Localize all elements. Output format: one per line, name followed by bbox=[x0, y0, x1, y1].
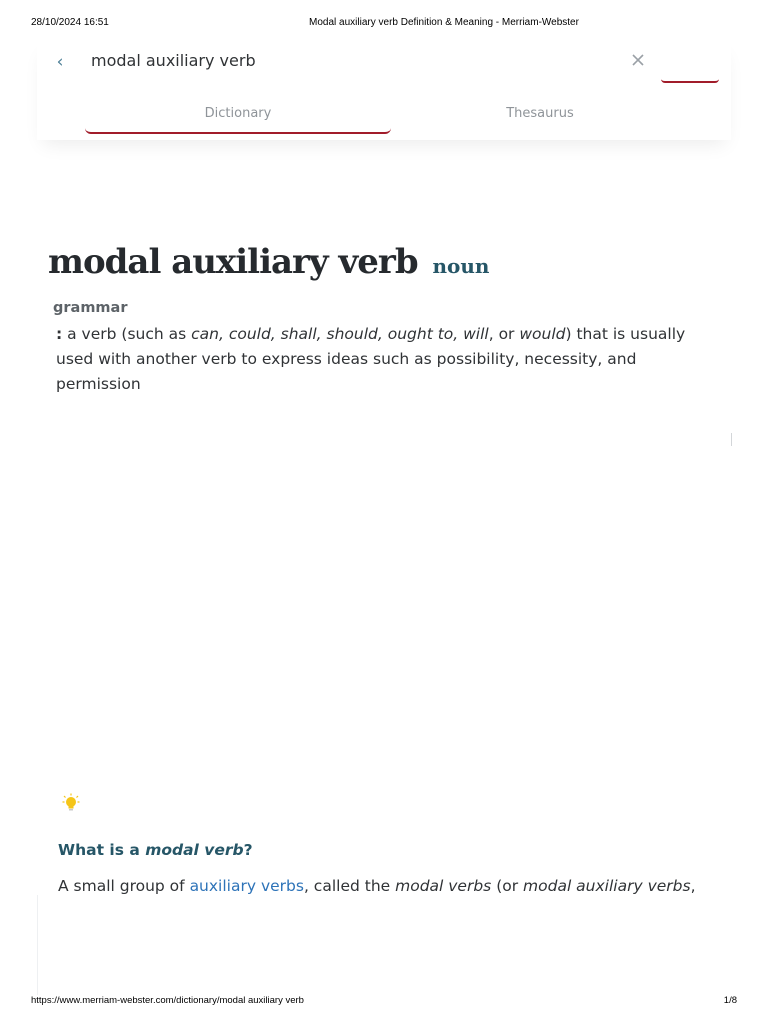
definition-suffix: ) that is usually used with another verb to express ideas such as possibility, necessity, and permission bbox=[56, 325, 686, 393]
usage-heading bbox=[58, 841, 253, 859]
lightbulb-icon bbox=[62, 793, 80, 813]
print-page-number: 1/8 bbox=[723, 995, 737, 1006]
print-header bbox=[0, 17, 768, 31]
part-of-speech: noun bbox=[432, 254, 490, 278]
auxiliary-verbs-link[interactable]: auxiliary verbs bbox=[189, 877, 304, 895]
usage-text-prefix: A small group of bbox=[58, 877, 190, 895]
usage-term-modal-auxiliary-verbs: modal auxiliary verbs bbox=[523, 877, 691, 895]
usage-paragraph bbox=[58, 874, 748, 898]
page-edge-line bbox=[37, 895, 38, 995]
usage-text-or: (or bbox=[491, 877, 524, 895]
headword-text: modal auxiliary verb bbox=[48, 242, 418, 282]
tab-thesaurus[interactable]: Thesaurus bbox=[506, 106, 574, 121]
usage-heading-suffix: ? bbox=[243, 841, 253, 859]
usage-text-middle: , called the bbox=[303, 877, 396, 895]
print-datetime: 28/10/2024 16:51 bbox=[31, 17, 109, 28]
page-edge-marker bbox=[731, 433, 732, 446]
definition-colon: : bbox=[56, 325, 63, 343]
search-input[interactable] bbox=[91, 49, 591, 71]
definition-examples: can, could, shall, should, ought to, will bbox=[191, 325, 489, 343]
print-page-title: Modal auxiliary verb Definition & Meaning - Merriam-Webster bbox=[309, 17, 579, 28]
search-panel bbox=[37, 40, 731, 140]
print-footer bbox=[0, 995, 768, 1009]
usage-heading-prefix: What is a bbox=[58, 841, 146, 859]
definition-prefix: a verb (such as bbox=[62, 325, 192, 343]
definition-text bbox=[56, 322, 716, 397]
usage-term-modal-verbs: modal verbs bbox=[395, 877, 492, 895]
usage-text-end: , bbox=[690, 877, 696, 895]
tab-dictionary[interactable]: Dictionary bbox=[85, 106, 391, 134]
definition-example-last: would bbox=[519, 325, 566, 343]
search-button[interactable] bbox=[661, 77, 719, 83]
chevron-left-icon[interactable]: ‹ bbox=[56, 52, 64, 72]
usage-heading-term: modal verb bbox=[145, 841, 244, 859]
close-icon[interactable] bbox=[630, 52, 646, 68]
print-url: https://www.merriam-webster.com/dictionary/modal auxiliary verb bbox=[31, 995, 304, 1006]
definition-middle: , or bbox=[488, 325, 520, 343]
subject-label: grammar bbox=[53, 300, 128, 316]
entry-headword bbox=[48, 242, 489, 282]
